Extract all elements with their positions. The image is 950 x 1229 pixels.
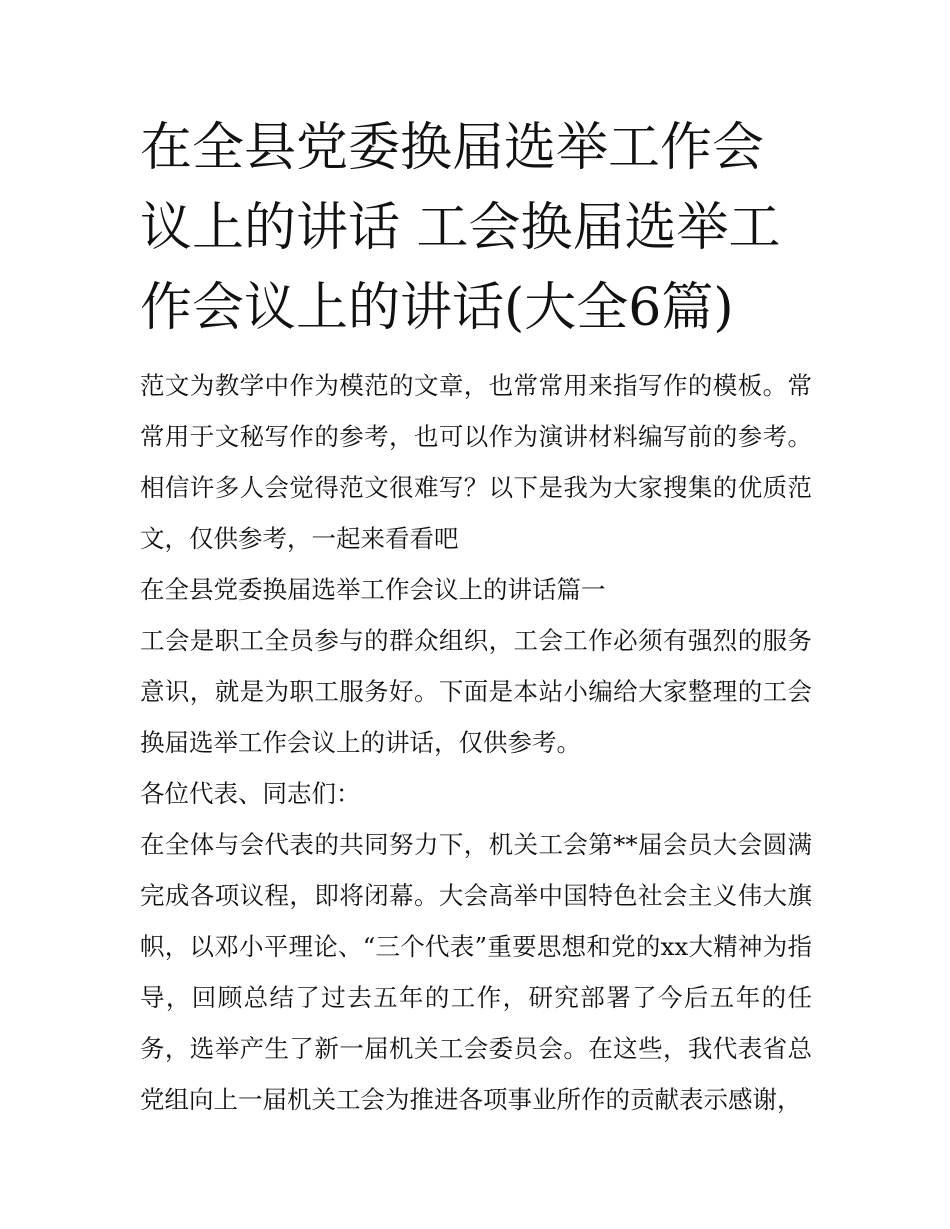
document-title: 在全县党委换届选举工作会议上的讲话 工会换届选举工作会议上的讲话(大全6篇) — [140, 118, 781, 338]
body-paragraph: 在全体与会代表的共同努力下，机关工会第**届会员大会圆满完成各项议程，即将闭幕。大会高举中国特色社会主义伟大旗帜，以邓小平理论、“三个代表”重要思想和党的xx大精神为指导，回顾总结了过去五年的工作，研究部署了今后五年的任务，选举产生了新一届机关工会委员会。在这些，我代表省总党组向上一届机关工会为推进各项事业所作的贡献表示感谢， — [140, 830, 812, 1114]
document-page — [140, 108, 812, 1125]
intro-paragraph: 范文为教学中作为模范的文章，也常常用来指写作的模板。常常用于文秘写作的参考，也可以作为演讲材料编写前的参考。相信许多人会觉得范文很难写？以下是我为大家搜集的优质范文，仅供参考，一起来看看吧 — [140, 371, 812, 553]
salutation: 各位代表、同志们： — [140, 779, 361, 808]
document-body — [140, 360, 812, 1125]
section-heading: 在全县党委换届选举工作会议上的讲话篇一 — [140, 575, 606, 604]
body-paragraph: 工会是职工全员参与的群众组织，工会工作必须有强烈的服务意识，就是为职工服务好。下面是本站小编给大家整理的工会换届选举工作会议上的讲话，仅供参考。 — [140, 626, 812, 757]
